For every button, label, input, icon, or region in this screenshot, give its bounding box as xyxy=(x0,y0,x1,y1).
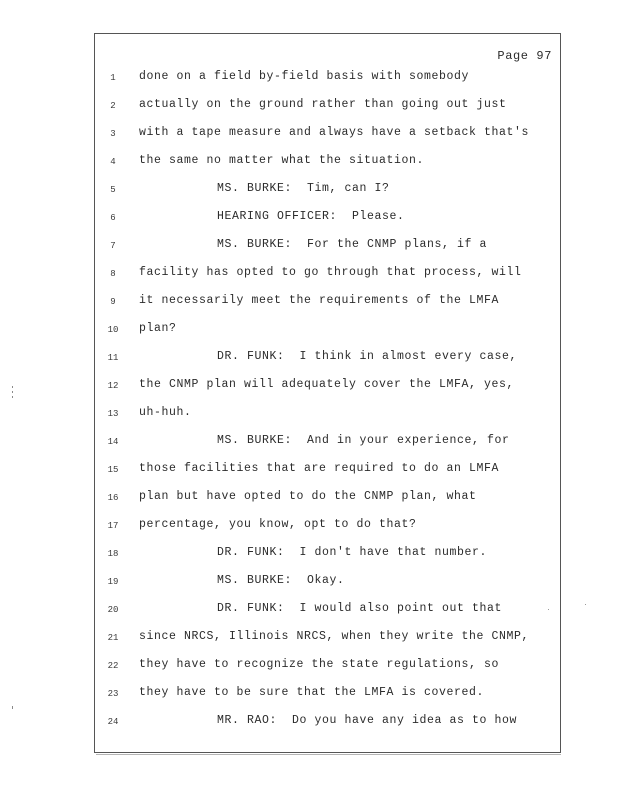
line-text: since NRCS, Illinois NRCS, when they write the CNMP, xyxy=(139,630,530,643)
line-text: MS. BURKE: Okay. xyxy=(217,574,345,587)
line-number: 5 xyxy=(110,185,116,195)
scan-margin-mark xyxy=(12,396,13,398)
line-text: they have to recognize the state regulations, so xyxy=(139,658,500,671)
line-number: 17 xyxy=(107,521,119,531)
line-text: DR. FUNK: I would also point out that xyxy=(217,602,503,615)
line-number: 21 xyxy=(107,633,119,643)
line-number: 4 xyxy=(110,157,116,167)
line-number: 20 xyxy=(107,605,119,615)
line-number: 22 xyxy=(107,661,119,671)
line-text: MS. BURKE: Tim, can I? xyxy=(217,182,390,195)
line-text: the CNMP plan will adequately cover the LMFA, yes, xyxy=(139,378,515,391)
line-text: MR. RAO: Do you have any idea as to how xyxy=(217,714,518,727)
line-number: 12 xyxy=(107,381,119,391)
line-text: MS. BURKE: For the CNMP plans, if a xyxy=(217,238,488,251)
line-text: uh-huh. xyxy=(139,406,192,419)
line-text: it necessarily meet the requirements of the LMFA xyxy=(139,294,500,307)
scan-margin-mark xyxy=(12,706,13,709)
line-number: 16 xyxy=(107,493,119,503)
page-number: Page 97 xyxy=(497,49,552,63)
line-number: 19 xyxy=(107,577,119,587)
line-text: DR. FUNK: I don't have that number. xyxy=(217,546,488,559)
transcript-frame xyxy=(94,33,561,753)
line-number: 23 xyxy=(107,689,119,699)
line-text: plan but have opted to do the CNMP plan, what xyxy=(139,490,477,503)
line-text: MS. BURKE: And in your experience, for xyxy=(217,434,510,447)
scan-margin-mark xyxy=(12,386,13,388)
line-text: with a tape measure and always have a setback that's xyxy=(139,126,530,139)
line-number: 13 xyxy=(107,409,119,419)
line-number: 9 xyxy=(110,297,116,307)
line-text: done on a field by-field basis with somebody xyxy=(139,70,470,83)
line-number: 3 xyxy=(110,129,116,139)
line-text: facility has opted to go through that process, will xyxy=(139,266,522,279)
line-number: 24 xyxy=(107,717,119,727)
line-number: 15 xyxy=(107,465,119,475)
line-text: HEARING OFFICER: Please. xyxy=(217,210,405,223)
line-text: they have to be sure that the LMFA is covered. xyxy=(139,686,485,699)
line-text: actually on the ground rather than going out just xyxy=(139,98,507,111)
line-text: the same no matter what the situation. xyxy=(139,154,425,167)
frame-bottom-shadow xyxy=(96,754,561,755)
line-number: 8 xyxy=(110,269,116,279)
line-number: 14 xyxy=(107,437,119,447)
line-number: 1 xyxy=(110,73,116,83)
line-number: 2 xyxy=(110,101,116,111)
line-text: plan? xyxy=(139,322,177,335)
line-number: 6 xyxy=(110,213,116,223)
line-text: percentage, you know, opt to do that? xyxy=(139,518,417,531)
line-number: 10 xyxy=(107,325,119,335)
line-text: DR. FUNK: I think in almost every case, xyxy=(217,350,518,363)
scan-margin-mark xyxy=(12,391,13,393)
line-number: 11 xyxy=(107,353,119,363)
line-number: 18 xyxy=(107,549,119,559)
line-text: those facilities that are required to do an LMFA xyxy=(139,462,500,475)
line-number: 7 xyxy=(110,241,116,251)
